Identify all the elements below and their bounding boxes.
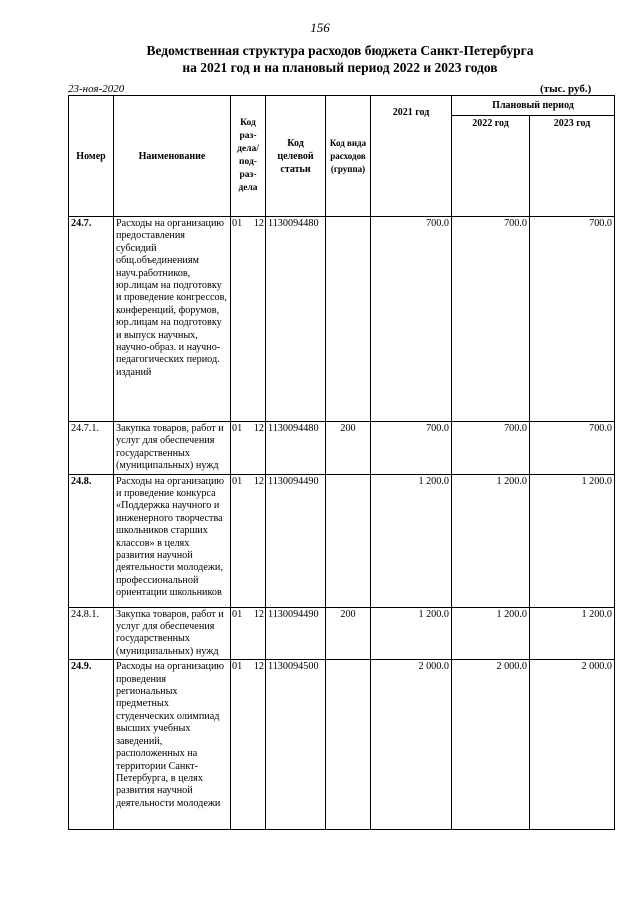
row-name: Закупка товаров, работ и услуг для обеспечения государственных (муниципальных) нужд	[114, 607, 231, 660]
table-row	[69, 217, 615, 422]
row-target-code: 1130094490	[266, 474, 326, 607]
table-row	[69, 474, 615, 607]
row-section-code	[231, 474, 266, 607]
row-target-code: 1130094500	[266, 660, 326, 830]
row-section: 01	[232, 423, 243, 434]
header-planned-period: Плановый период	[452, 96, 615, 116]
header-2021: 2021 год	[371, 96, 452, 217]
units-label: (тыс. руб.)	[540, 83, 592, 95]
row-section: 01	[232, 218, 243, 229]
row-section: 01	[232, 608, 243, 620]
document-date: 23-ноя-2020	[68, 83, 125, 95]
table-row	[69, 607, 615, 660]
row-subsection: 12	[253, 475, 264, 487]
row-amount-2022: 1 200.0	[452, 607, 530, 660]
row-name: Расходы на организацию предоставления субсидий общ.объединениям науч.работников, юр.лицам на подготовку и проведение конгрессов, конференций, форумов, юр.лицам на подготовку и выпуск научных, научно-образ. и научно-педагогических период. изданий	[114, 217, 231, 422]
row-target-code: 1130094480	[266, 217, 326, 422]
header-target-code: Код целевой статьи	[266, 96, 326, 217]
row-section-code	[231, 422, 266, 475]
row-expense-code	[326, 217, 371, 422]
row-expense-code	[326, 660, 371, 830]
row-amount-2023: 700.0	[530, 217, 615, 422]
row-section-code	[231, 217, 266, 422]
header-section-code: Код раз- дела/ под- раз- дела	[231, 96, 266, 217]
row-subsection: 12	[253, 661, 264, 673]
row-expense-code	[326, 474, 371, 607]
row-subsection: 12	[253, 218, 264, 229]
row-number: 24.9.	[69, 660, 114, 830]
row-amount-2022: 2 000.0	[452, 660, 530, 830]
header-number: Номер	[69, 96, 114, 217]
row-amount-2021: 1 200.0	[371, 607, 452, 660]
row-name: Закупка товаров, работ и услуг для обеспечения государственных (муниципальных) нужд	[114, 422, 231, 475]
row-subsection: 12	[253, 423, 264, 434]
row-amount-2021: 1 200.0	[371, 474, 452, 607]
row-section: 01	[232, 475, 243, 487]
title-line-2: на 2021 год и на плановый период 2022 и 2023 годов	[182, 60, 498, 75]
row-amount-2023: 700.0	[530, 422, 615, 475]
title-line-1: Ведомственная структура расходов бюджета Санкт-Петербурга	[146, 43, 534, 58]
row-section-code	[231, 607, 266, 660]
header-expense-code: Код вида расходов (группа)	[326, 96, 371, 217]
row-target-code: 1130094490	[266, 607, 326, 660]
row-name: Расходы на организацию и проведение конкурса «Поддержка научного и инженерного творчества школьников старших классов» в целях развития научной деятельности молодежи, профессиональной ориентации школьников	[114, 474, 231, 607]
header-2023: 2023 год	[530, 116, 615, 217]
row-section-code	[231, 660, 266, 830]
row-amount-2021: 2 000.0	[371, 660, 452, 830]
budget-table	[68, 95, 615, 830]
table-row	[69, 422, 615, 475]
header-2022: 2022 год	[452, 116, 530, 217]
row-amount-2022: 700.0	[452, 422, 530, 475]
page-number: 156	[310, 20, 330, 35]
row-amount-2023: 2 000.0	[530, 660, 615, 830]
row-amount-2021: 700.0	[371, 217, 452, 422]
row-name: Расходы на организацию проведения региональных предметных студенческих олимпиад высших учебных заведений, расположенных на территории Санкт-Петербурга, в целях развития научной деятельности молодежи	[114, 660, 231, 830]
header-name: Наименование	[114, 96, 231, 217]
row-amount-2022: 700.0	[452, 217, 530, 422]
row-number: 24.8.1.	[69, 607, 114, 660]
row-amount-2022: 1 200.0	[452, 474, 530, 607]
table-row	[69, 660, 615, 830]
row-amount-2021: 700.0	[371, 422, 452, 475]
row-expense-code: 200	[326, 607, 371, 660]
row-number: 24.8.	[69, 474, 114, 607]
row-number: 24.7.1.	[69, 422, 114, 475]
row-amount-2023: 1 200.0	[530, 607, 615, 660]
row-expense-code: 200	[326, 422, 371, 475]
row-amount-2023: 1 200.0	[530, 474, 615, 607]
row-subsection: 12	[253, 608, 264, 620]
document-title	[60, 42, 620, 76]
row-section: 01	[232, 661, 243, 673]
row-target-code: 1130094480	[266, 422, 326, 475]
row-number: 24.7.	[69, 217, 114, 422]
